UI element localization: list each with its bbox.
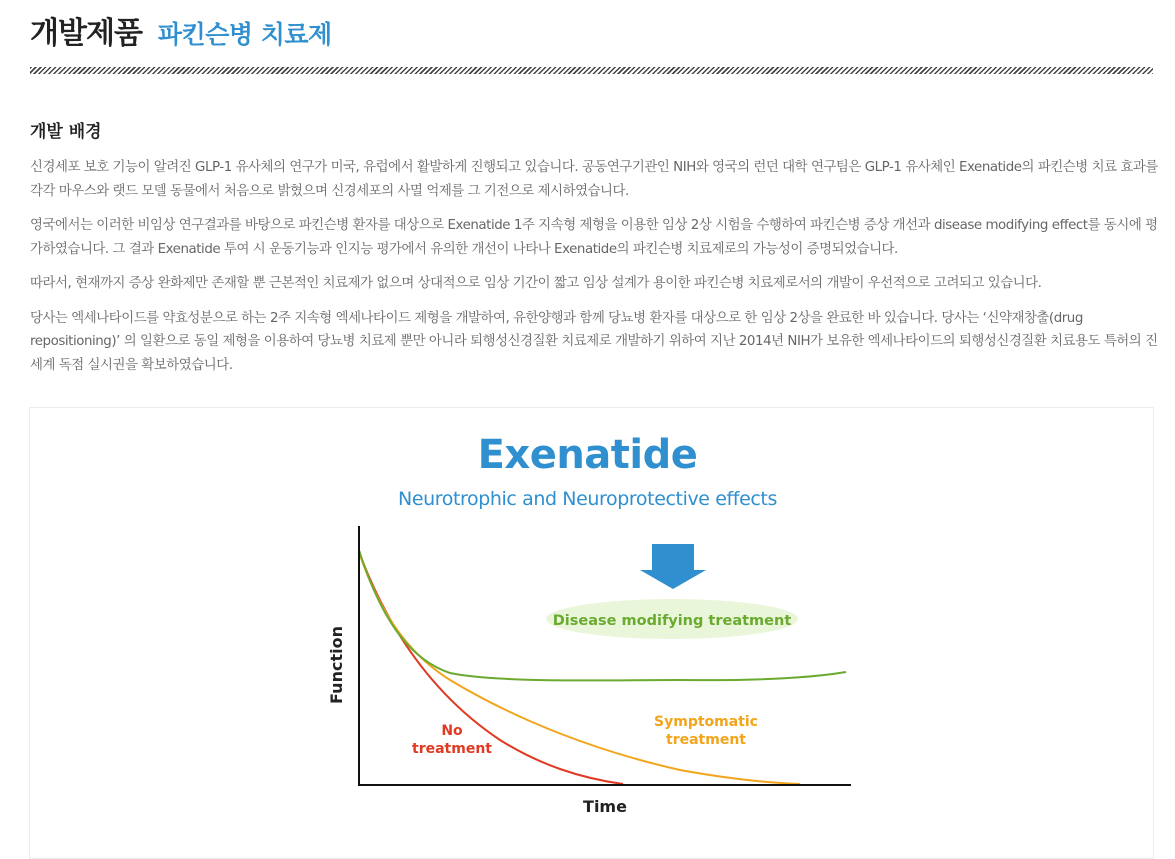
y-axis-label: Function bbox=[327, 626, 346, 704]
down-arrow-icon bbox=[640, 544, 706, 589]
no-treatment-label-line1: No bbox=[441, 723, 463, 739]
symptomatic-label-line2: treatment bbox=[666, 732, 746, 748]
paragraph-2: 영국에서는 이러한 비임상 연구결과를 바탕으로 파킨슨병 환자를 대상으로 Exenatide 1주 지속형 제형을 이용한 임상 2상 시험을 수행하여 파킨슨병 증상 개선과 disease modifying effect를 동시에 평가하였습니다. 그 결과 Exenatide 투여 시 운동기능과 인지능 평가에서 유의한 개선이 나타나 Exenatide의 파킨슨병 치료제로의 가능성이 증명되었습니다. bbox=[30, 218, 1158, 257]
figure-subtitle: Neurotrophic and Neuroprotective effects bbox=[398, 488, 777, 510]
no-treatment-label-line2: treatment bbox=[412, 741, 492, 757]
paragraph-4: 당사는 엑세나타이드를 약효성분으로 하는 2주 지속형 엑세나타이드 제형을 개발하여, 유한양행과 함께 당뇨병 환자를 대상으로 한 임상 2상을 완료한 바 있습니다. 당사는 ‘신약재창출(drug repositioning)’ 의 일환으로 동일 제형을 이용하여 당뇨병 치료제 뿐만 아니라 퇴행성신경질환 치료제로 개발하기 위하여 지난 2014년 NIH가 보유한 엑세나타이드의 퇴행성신경질환 치료용도 특허의 진 세계 독점 실시권을 확보하였습니다. bbox=[30, 310, 1158, 373]
x-axis-label: Time bbox=[583, 797, 627, 816]
paragraph-3: 따라서, 현재까지 증상 완화제만 존재할 뿐 근본적인 치료제가 없으며 상대적으로 임상 기간이 짧고 임상 설계가 용이한 파킨슨병 치료제로서의 개발이 우선적으로 고려되고 있습니다. bbox=[30, 276, 1042, 291]
disease-modifying-callout: Disease modifying treatment bbox=[552, 613, 792, 629]
page-subtitle: 파킨슨병 치료제 bbox=[157, 20, 332, 49]
page-title: 개발제품 bbox=[30, 16, 142, 51]
paragraph-1: 신경세포 보호 기능이 알려진 GLP-1 유사체의 연구가 미국, 유럽에서 활발하게 진행되고 있습니다. 공동연구기관인 NIH와 영국의 런던 대학 연구팀은 GLP-1 유사체인 Exenatide의 파킨슨병 치료 효과를 각각 마우스와 랫드 모델 동물에서 처음으로 밝혔으며 신경세포의 사멸 억제를 그 기전으로 제시하였습니다. bbox=[30, 160, 1158, 199]
symptomatic-label-line1: Symptomatic bbox=[654, 714, 758, 730]
section-title: 개발 배경 bbox=[30, 122, 102, 142]
figure-title: Exenatide bbox=[477, 432, 698, 478]
